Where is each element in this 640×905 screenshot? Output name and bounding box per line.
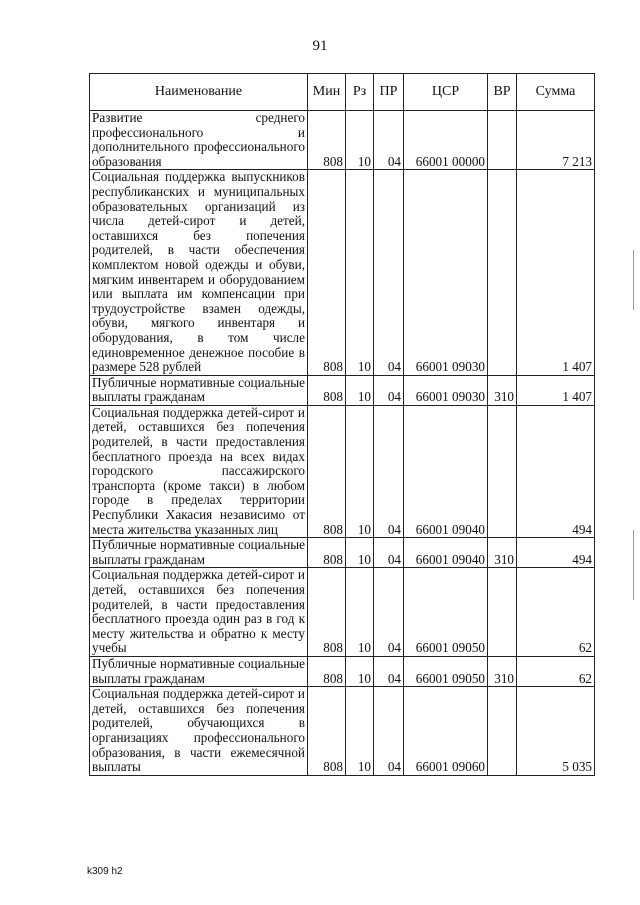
row-name: Публичные нормативные социальные выплаты гражданам: [90, 656, 308, 686]
row-pr: 04: [374, 687, 404, 776]
column-header-pr: ПР: [374, 74, 404, 111]
row-name: Социальная поддержка детей-сирот и детей, оставшихся без попечения родителей, обучающихся в организациях профессионального образования, в части ежемесячной выплаты: [90, 687, 308, 776]
table-row: [90, 405, 595, 537]
row-min: 808: [308, 687, 346, 776]
table-row: [90, 656, 595, 686]
row-vr: [488, 568, 517, 657]
table-row: [90, 568, 595, 657]
row-pr: 04: [374, 111, 404, 170]
row-name: Социальная поддержка детей-сирот и детей, оставшихся без попечения родителей, в части предоставления бесплатного проезда один раз в год к месту жительства и обратно к месту учебы: [90, 568, 308, 657]
row-vr: [488, 687, 517, 776]
row-pr: 04: [374, 656, 404, 686]
row-sum: 494: [517, 538, 595, 568]
row-vr: 310: [488, 375, 517, 405]
row-min: 808: [308, 170, 346, 375]
row-min: 808: [308, 538, 346, 568]
row-name: Социальная поддержка выпускников республиканских и муниципальных образовательных организаций из числа детей-сирот и детей, оставшихся без попечения родителей, в части обеспечения комплектом новой одежды и обуви, мягким инвентарем и оборудованием или выплата им компенсации при трудоустройстве взамен одежды, обуви, мягкого инвентаря и оборудования, в том числе единовременное денежное пособие в размере 528 рублей: [90, 170, 308, 375]
row-rz: 10: [346, 687, 374, 776]
column-header-rz: Рз: [346, 74, 374, 111]
row-pr: 04: [374, 170, 404, 375]
row-name: Социальная поддержка детей-сирот и детей, оставшихся без попечения родителей, в части предоставления бесплатного проезда на всех видах городского пассажирского транспорта (кроме такси) в любом городе в пределах территории Республики Хакасия независимо от места жительства указанных лиц: [90, 405, 308, 537]
column-header-min: Мин: [308, 74, 346, 111]
row-vr: 310: [488, 656, 517, 686]
table-row: [90, 170, 595, 375]
row-csr: 66001 09050: [404, 656, 488, 686]
row-pr: 04: [374, 538, 404, 568]
table-row: [90, 375, 595, 405]
scan-edge-mark: [633, 250, 634, 310]
row-min: 808: [308, 568, 346, 657]
row-sum: 1 407: [517, 375, 595, 405]
column-header-vr: ВР: [488, 74, 517, 111]
row-csr: 66001 09030: [404, 375, 488, 405]
row-sum: 62: [517, 656, 595, 686]
row-pr: 04: [374, 375, 404, 405]
budget-table: [89, 73, 595, 776]
row-csr: 66001 09040: [404, 405, 488, 537]
column-header-csr: ЦСР: [404, 74, 488, 111]
column-header-name: Наименование: [90, 74, 308, 111]
row-rz: 10: [346, 375, 374, 405]
row-sum: 5 035: [517, 687, 595, 776]
page-number: 91: [312, 38, 328, 54]
row-pr: 04: [374, 405, 404, 537]
row-csr: 66001 09040: [404, 538, 488, 568]
row-rz: 10: [346, 538, 374, 568]
row-pr: 04: [374, 568, 404, 657]
row-csr: 66001 09030: [404, 170, 488, 375]
row-vr: [488, 170, 517, 375]
footer-code: k309 h2: [87, 866, 123, 877]
row-min: 808: [308, 656, 346, 686]
row-csr: 66001 09060: [404, 687, 488, 776]
row-vr: 310: [488, 538, 517, 568]
table-header-row: [90, 74, 595, 111]
row-min: 808: [308, 405, 346, 537]
row-vr: [488, 405, 517, 537]
row-sum: 62: [517, 568, 595, 657]
table-row: [90, 687, 595, 776]
row-rz: 10: [346, 111, 374, 170]
row-rz: 10: [346, 405, 374, 537]
row-min: 808: [308, 111, 346, 170]
table-row: [90, 538, 595, 568]
row-csr: 66001 00000: [404, 111, 488, 170]
row-name: Развитие среднего профессионального и дополнительного профессионального образования: [90, 111, 308, 170]
row-name: Публичные нормативные социальные выплаты гражданам: [90, 538, 308, 568]
row-rz: 10: [346, 656, 374, 686]
row-sum: 7 213: [517, 111, 595, 170]
table-row: [90, 111, 595, 170]
row-rz: 10: [346, 568, 374, 657]
row-csr: 66001 09050: [404, 568, 488, 657]
row-vr: [488, 111, 517, 170]
row-rz: 10: [346, 170, 374, 375]
column-header-sum: Сумма: [517, 74, 595, 111]
scan-edge-mark: [633, 530, 634, 600]
row-sum: 1 407: [517, 170, 595, 375]
row-min: 808: [308, 375, 346, 405]
row-name: Публичные нормативные социальные выплаты гражданам: [90, 375, 308, 405]
row-sum: 494: [517, 405, 595, 537]
